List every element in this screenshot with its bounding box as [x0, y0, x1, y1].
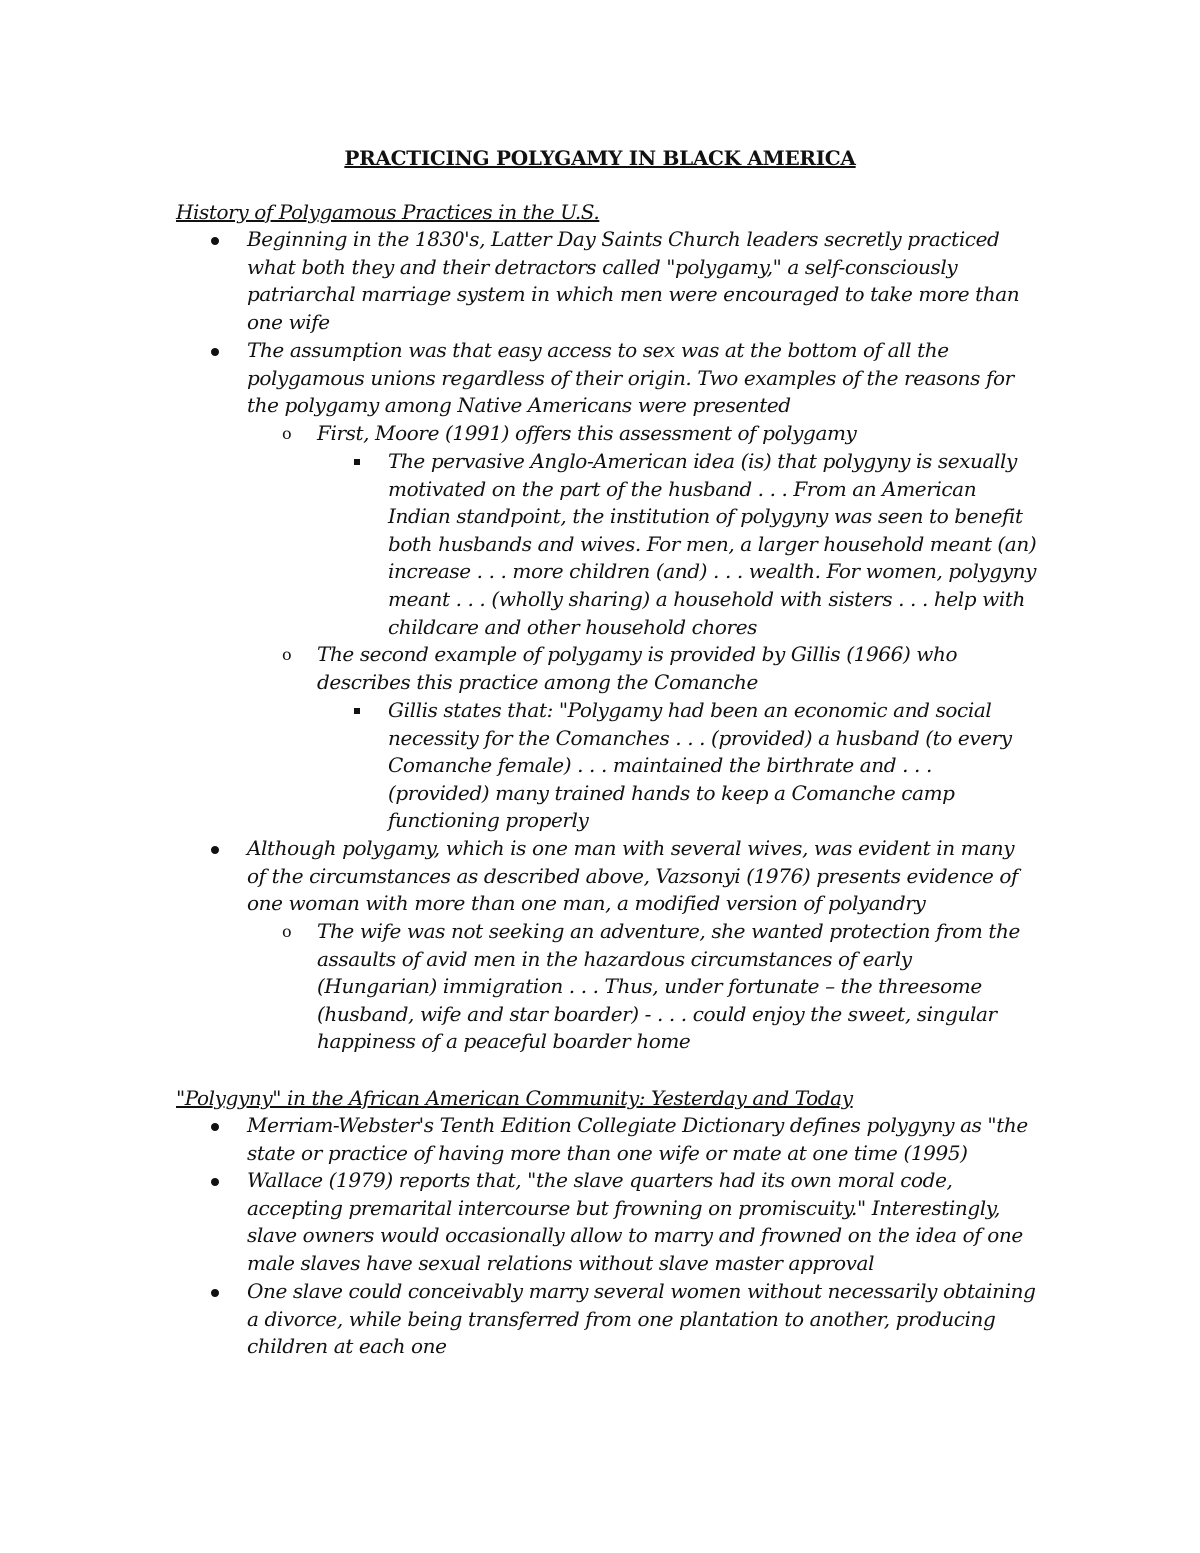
bullet-marker: [211, 348, 219, 356]
sub-bullet-item: [282, 918, 1037, 1056]
sub-sub-bullet-item: [388, 448, 1038, 641]
circle-bullet-marker: o: [282, 922, 292, 941]
bullet-text: Wallace (1979) reports that, "the slave quarters had its own moral code, accepting premarital intercourse but frowning on promiscuity." Interestingly, slave owners would occasionally allow to marry and frowned on the idea of one male slaves have sexual relations without slave master approval: [247, 1168, 1023, 1275]
bullet-marker: [211, 1123, 219, 1131]
sub-bullet-item: [282, 420, 1037, 448]
bullet-text: The assumption was that easy access to sex was at the bottom of all the polygamous unions regardless of their origin. Two examples of the reasons for the polygamy among Native Americans were presented: [247, 338, 1014, 418]
square-bullet-marker: [354, 459, 360, 465]
sub-bullet-item: [282, 641, 1037, 696]
bullet-item: [247, 1278, 1037, 1361]
bullet-text: First, Moore (1991) offers this assessment of polygamy: [317, 421, 857, 445]
bullet-text: One slave could conceivably marry several women without necessarily obtaining a divorce, while being transferred from one plantation to another, producing children at each one: [247, 1279, 1036, 1359]
bullet-item: [247, 337, 1037, 420]
bullet-marker: [211, 1289, 219, 1297]
document-title: PRACTICING POLYGAMY IN BLACK AMERICA: [344, 146, 856, 170]
bullet-marker: [211, 1178, 219, 1186]
bullet-item: [247, 1167, 1037, 1277]
square-bullet-marker: [354, 708, 360, 714]
bullet-text: The pervasive Anglo-American idea (is) that polygyny is sexually motivated on the part of the husband . . . From an American Indian standpoint, the institution of polygyny was seen to benefit both husbands and wives. For men, a larger household meant (an) increase . . . more children (and) . . . wealth. For women, polygyny meant . . . (wholly sharing) a household with sisters . . . help with childcare and other household chores: [388, 449, 1037, 639]
bullet-marker: [211, 846, 219, 854]
bullet-text: The wife was not seeking an adventure, she wanted protection from the assaults of avid men in the hazardous circumstances of early (Hungarian) immigration . . . Thus, under fortunate – the threesome (husband, wife and star boarder) - . . . could enjoy the sweet, singular happiness of a peaceful boarder home: [317, 919, 1020, 1054]
section-heading-history: History of Polygamous Practices in the U.S.: [176, 200, 600, 224]
bullet-text: Merriam-Webster's Tenth Edition Collegiate Dictionary defines polygyny as "the state or practice of having more than one wife or mate at one time (1995): [247, 1113, 1028, 1165]
bullet-text: Beginning in the 1830's, Latter Day Saints Church leaders secretly practiced what both they and their detractors called "polygamy," a self-consciously patriarchal marriage system in which men were encouraged to take more than one wife: [247, 227, 1020, 334]
bullet-marker: [211, 237, 219, 245]
section-heading-polygyny: "Polygyny" in the African American Community: Yesterday and Today: [176, 1086, 853, 1110]
circle-bullet-marker: o: [282, 645, 292, 664]
bullet-text: The second example of polygamy is provided by Gillis (1966) who describes this practice among the Comanche: [317, 642, 958, 694]
bullet-text: Gillis states that: "Polygamy had been an economic and social necessity for the Comanches . . . (provided) a husband (to every Comanche female) . . . maintained the birthrate and . . . (provided) many trained hands to keep a Comanche camp functioning properly: [388, 698, 1012, 833]
bullet-item: [247, 1112, 1037, 1167]
bullet-item: [247, 835, 1037, 918]
sub-sub-bullet-item: [388, 697, 1038, 835]
bullet-item: [247, 226, 1037, 336]
bullet-text: Although polygamy, which is one man with several wives, was evident in many of the circumstances as described above, Vazsonyi (1976) presents evidence of one woman with more than one man, a modified version of polyandry: [247, 836, 1018, 916]
circle-bullet-marker: o: [282, 424, 292, 443]
